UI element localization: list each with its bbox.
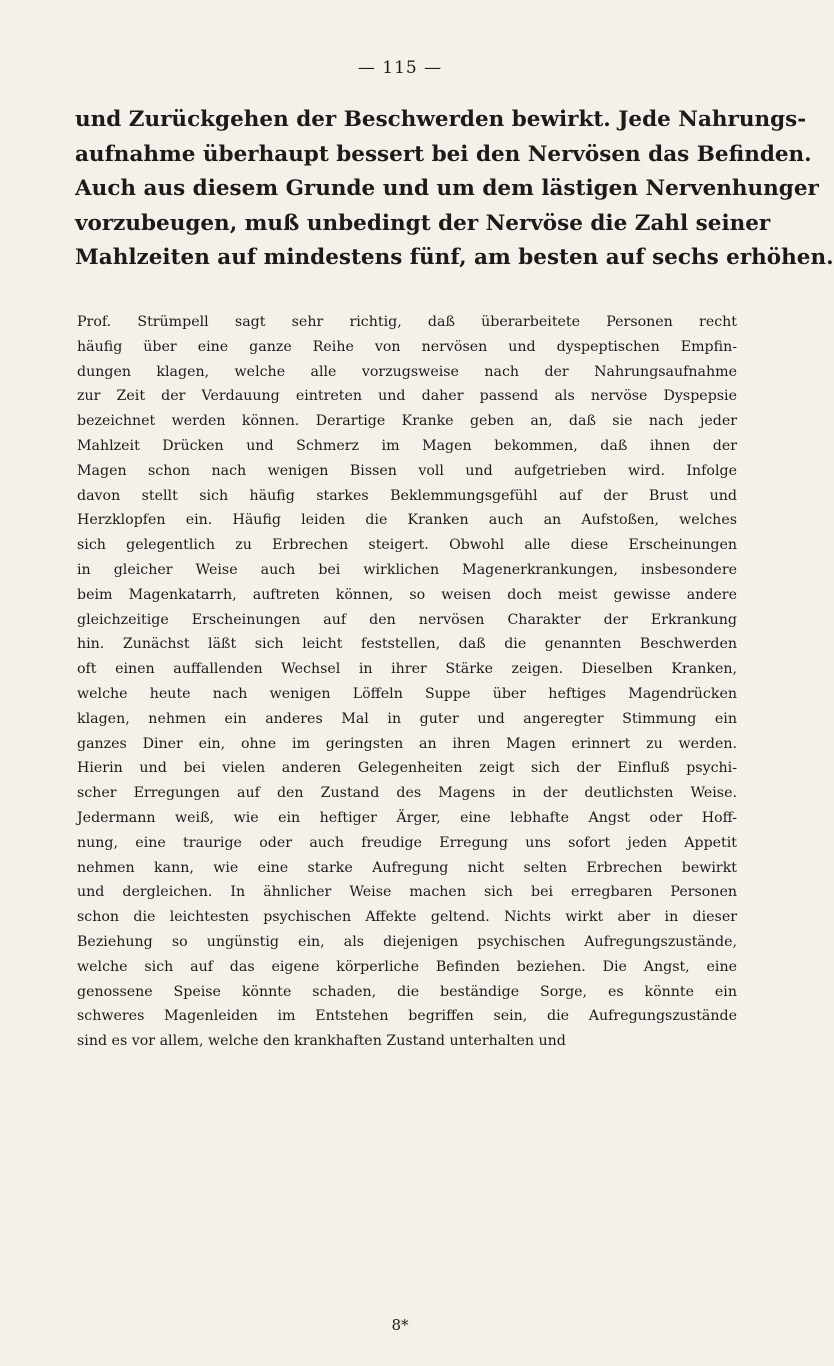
bold-text-line: Mahlzeiten auf mindestens fünf, am besten auf sechs erhöhen. bbox=[75, 245, 834, 270]
text-line: schon die leichtesten psychischen Affekte geltend. Nichts wirkt aber in dieser bbox=[77, 909, 737, 926]
text-line: scher Erregungen auf den Zustand des Magens in der deutlichsten Weise. bbox=[77, 785, 737, 802]
text-line: hin. Zunächst läßt sich leicht feststellen, daß die genannten Beschwerden bbox=[77, 636, 737, 653]
text-line: Mahlzeit Drücken und Schmerz im Magen bekommen, daß ihnen der bbox=[77, 437, 737, 454]
text-line: gleichzeitige Erscheinungen auf den nervösen Charakter der Erkrankung bbox=[77, 611, 737, 628]
bold-text-line: aufnahme überhaupt bessert bei den Nervösen das Befinden. bbox=[75, 141, 812, 167]
page-number: — 115 — bbox=[357, 58, 443, 78]
text-line: welche heute nach wenigen Löffeln Suppe über heftiges Magendrücken bbox=[77, 685, 737, 702]
text-line: oft einen auffallenden Wechsel in ihrer Stärke zeigen. Dieselben Kranken, bbox=[77, 661, 737, 678]
printer-signature-mark: 8* bbox=[391, 1316, 409, 1334]
bold-paragraph bbox=[75, 103, 834, 276]
text-line: Beziehung so ungünstig ein, als diejenigen psychischen Aufregungszustände, bbox=[77, 933, 737, 950]
text-line: zur Zeit der Verdauung eintreten und daher passend als nervöse Dyspepsie bbox=[77, 388, 737, 405]
text-line: Prof. Strümpell sagt sehr richtig, daß überarbeitete Personen recht bbox=[77, 314, 737, 330]
text-line: klagen, nehmen ein anderes Mal in guter und angeregter Stimmung ein bbox=[77, 710, 737, 727]
text-line: beim Magenkatarrh, auftreten können, so weisen doch meist gewisse andere bbox=[77, 586, 737, 603]
text-line: nehmen kann, wie eine starke Aufregung nicht selten Erbrechen bewirkt bbox=[77, 859, 737, 876]
text-line: Jedermann weiß, wie ein heftiger Ärger, eine lebhafte Angst oder Hoff- bbox=[77, 809, 737, 826]
text-line: bezeichnet werden können. Derartige Kranke geben an, daß sie nach jeder bbox=[77, 413, 737, 430]
text-line: sich gelegentlich zu Erbrechen steigert. Obwohl alle diese Erscheinungen bbox=[77, 537, 737, 554]
bold-text-line: vorzubeugen, muß unbedingt der Nervöse die Zahl seiner bbox=[75, 210, 771, 236]
text-line: schweres Magenleiden im Entstehen begriffen sein, die Aufregungszustände bbox=[77, 1008, 737, 1025]
text-line: ganzes Diner ein, ohne im geringsten an ihren Magen erinnert zu werden. bbox=[77, 735, 737, 752]
text-line: sind es vor allem, welche den krankhaften Zustand unterhalten und bbox=[77, 1033, 566, 1050]
body-paragraph bbox=[77, 310, 737, 1054]
text-line: und dergleichen. In ähnlicher Weise machen sich bei erregbaren Personen bbox=[77, 884, 737, 901]
text-line: dungen klagen, welche alle vorzugsweise nach der Nahrungsaufnahme bbox=[77, 363, 737, 380]
text-line: welche sich auf das eigene körperliche Befinden beziehen. Die Angst, eine bbox=[77, 958, 737, 975]
text-line: Magen schon nach wenigen Bissen voll und aufgetrieben wird. Infolge bbox=[77, 462, 737, 479]
text-line: genossene Speise könnte schaden, die beständige Sorge, es könnte ein bbox=[77, 983, 737, 1000]
bold-text-line: Auch aus diesem Grunde und um dem lästigen Nervenhunger bbox=[75, 176, 819, 201]
text-line: Hierin und bei vielen anderen Gelegenheiten zeigt sich der Einfluß psychi- bbox=[77, 760, 737, 777]
bold-text-line: und Zurückgehen der Beschwerden bewirkt. Jede Nahrungs- bbox=[75, 107, 807, 132]
text-line: Herzklopfen ein. Häufig leiden die Kranken auch an Aufstoßen, welches bbox=[77, 512, 737, 529]
text-line: in gleicher Weise auch bei wirklichen Magenerkrankungen, insbesondere bbox=[77, 561, 737, 578]
text-line: nung, eine traurige oder auch freudige Erregung uns sofort jeden Appetit bbox=[77, 834, 737, 851]
text-line: davon stellt sich häufig starkes Beklemmungsgefühl auf der Brust und bbox=[77, 487, 737, 504]
text-line: häufig über eine ganze Reihe von nervösen und dyspeptischen Empfin- bbox=[77, 338, 737, 355]
